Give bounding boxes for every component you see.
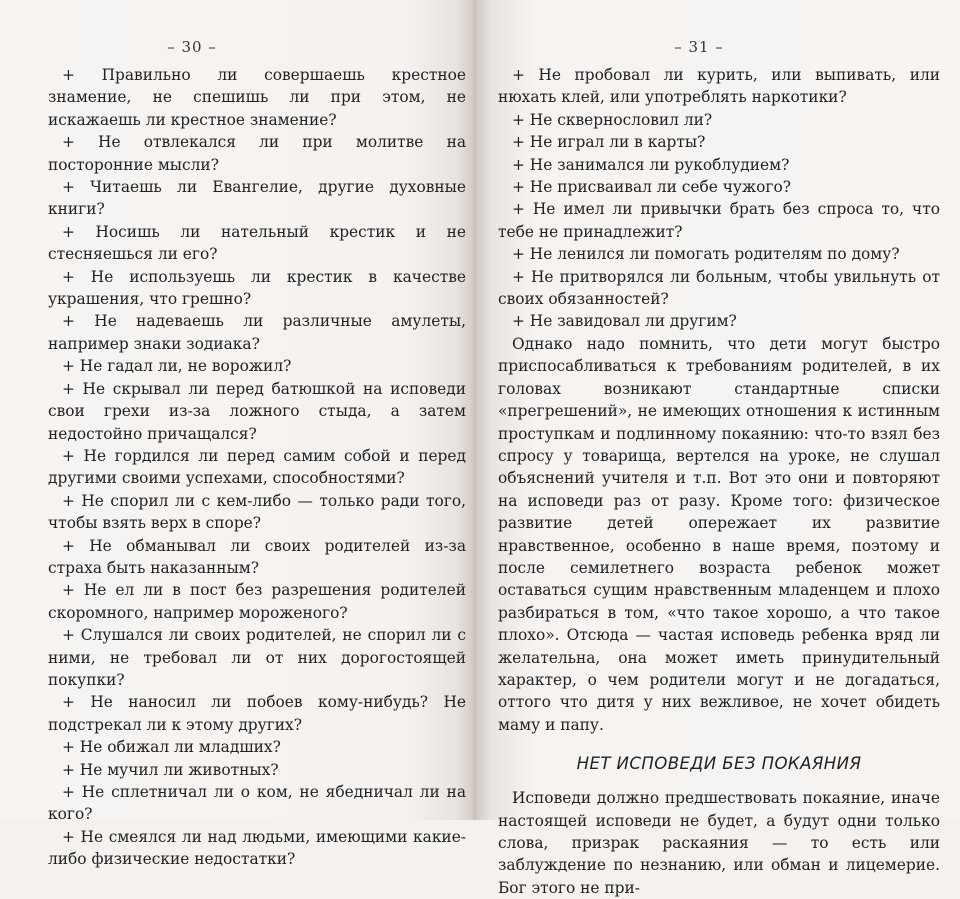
list-item: + Не сплетничал ли о ком, не ябедничал ли на кого?: [48, 783, 466, 824]
list-item: + Не обижал ли младших?: [62, 738, 281, 757]
list-item: + Не завидовал ли другим?: [512, 312, 737, 331]
list-item: + Носишь ли нательный крестик и не стесняешься ли его?: [48, 222, 466, 264]
right-page: [476, 0, 960, 897]
list-item: + Читаешь ли Евангелие, другие духовные книги?: [48, 178, 466, 219]
left-page-body: [48, 64, 466, 871]
page-number-left: – 30 –: [167, 38, 217, 56]
list-item: + Не спорил ли с кем-либо — только ради того, чтобы взять верх в споре?: [48, 491, 466, 533]
list-item: + Не играл ли в карты?: [512, 133, 706, 152]
section-heading: НЕТ ИСПОВЕДИ БЕЗ ПОКАЯНИЯ: [576, 754, 862, 774]
list-item: + Не наносил ли побоев кому-нибудь? Не подстрекал ли к этому других?: [48, 693, 466, 734]
list-item: + Слушался ли своих родителей, не спорил ли с ними, не требовал ли от них дорогостоящей покупки?: [48, 626, 466, 689]
list-item: + Не притворялся ли больным, чтобы увильнуть от своих обязанностей?: [498, 267, 940, 309]
page-number-right: – 31 –: [674, 38, 724, 56]
list-item: + Не ел ли в пост без разрешения родителей скоромного, например мороженого?: [48, 581, 466, 622]
list-item: + Не гадал ли, не ворожил?: [62, 357, 292, 376]
left-page: [0, 0, 476, 869]
list-item: + Не гордился ли перед самим собой и перед другими своими успехами, способностями?: [48, 446, 466, 488]
list-item: + Правильно ли совершаешь крестное знамение, не спешишь ли при этом, не искажаешь ли крестное знамение?: [48, 66, 466, 129]
list-item: + Не ленился ли помогать родителям по дому?: [512, 245, 900, 264]
list-item: + Не используешь ли крестик в качестве украшения, что грешно?: [48, 267, 466, 309]
list-item: + Не занимался ли рукоблудием?: [512, 155, 790, 174]
right-page-body: [498, 64, 940, 899]
list-item: + Не мучил ли животных?: [62, 760, 279, 779]
body-paragraph: Исповеди должно предшествовать покаяние, иначе настоящей исповеди не будет, а будут одни только слова, призрак раскаяния — то есть или заблуждение по незнанию, или обман и лицемерие. Бог этого не при-: [498, 789, 940, 897]
list-item: + Не надеваешь ли различные амулеты, например знаки зодиака?: [48, 312, 466, 353]
list-item: + Не пробовал ли курить, или выпивать, или нюхать клей, или употреблять наркотики?: [498, 66, 940, 107]
list-item: + Не смеялся ли над людьми, имеющими какие-либо физические недостатки?: [48, 827, 466, 869]
list-item: + Не обманывал ли своих родителей из-за страха быть наказанным?: [48, 536, 466, 577]
list-item: + Не сквернословил ли?: [512, 110, 713, 129]
list-item: + Не присваивал ли себе чужого?: [512, 178, 791, 197]
list-item: + Не отвлекался ли при молитве на посторонние мысли?: [48, 133, 466, 174]
list-item: + Не имел ли привычки брать без спроса то, что тебе не принадлежит?: [498, 200, 940, 241]
body-paragraph: Однако надо помнить, что дети могут быстро приспосабливаться к требованиям родителей, в их головах возникают стандартные списки «прегрешений», не имеющих отношения к истинным проступкам и подлинному покаянию: что-то взял без спросу у товарища, вертелся на уроке, не слушал объяснений учителя и т.п. Вот это они и повторяют на исповеди раз от разу. Кроме того: физическое развитие детей опережает их развитие нравственное, особенно в наше время, поэтому и после семилетнего возраста ребенок может оставаться сущим нравственным младенцем и плохо разбираться в том, «что такое хорошо, а что такое плохо». Отсюда — частая исповедь ребенка вряд ли желательна, она может иметь принудительный характер, о чем родители могут и не догадаться, оттого что дитя у них вежливое, не хочет обидеть маму и папу.: [498, 334, 940, 734]
list-item: + Не скрывал ли перед батюшкой на исповеди свои грехи из-за ложного стыда, а затем недостойно причащался?: [48, 379, 466, 443]
